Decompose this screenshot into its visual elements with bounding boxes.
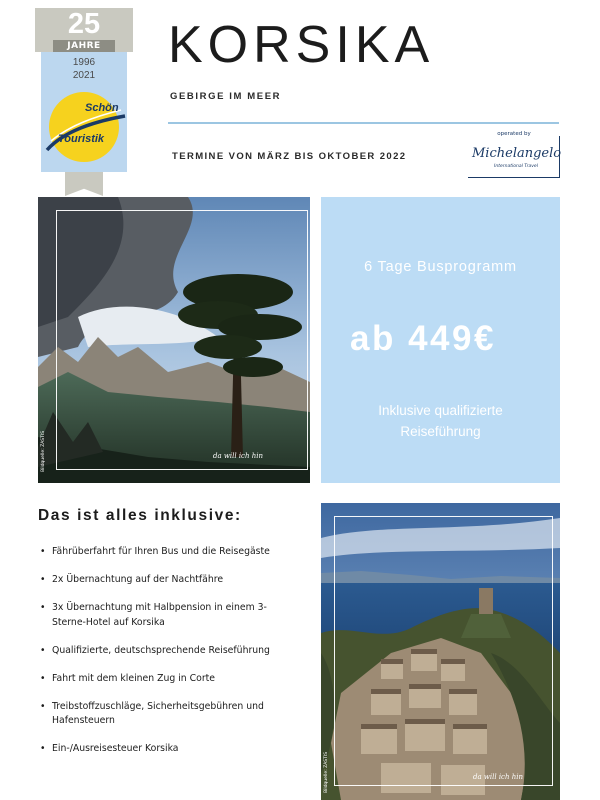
mountain-photo [38, 197, 310, 483]
price-panel [321, 197, 560, 483]
list-item: • Fahrt mit dem kleinen Zug in Corte [40, 672, 300, 687]
inclusions-heading: Das ist alles inklusive: [38, 507, 242, 524]
badge-label: JAHRE [67, 41, 101, 51]
logo-brand-bottom: Touristik [58, 133, 105, 145]
mountain-photo-caption: da will ich hin [213, 452, 263, 460]
operator-tagline: International Travel [494, 164, 538, 169]
inclusions-list [40, 545, 300, 770]
list-item: • 2x Übernachtung auf der Nachtfähre [40, 573, 300, 588]
company-logo [35, 8, 133, 188]
list-item: • Ein-/Ausreisesteuer Korsika [40, 742, 300, 757]
list-item: • Fährüberfahrt für Ihren Bus und die Reisegäste [40, 545, 300, 560]
village-photo-frame [334, 516, 553, 786]
mountain-photo-frame [56, 210, 308, 470]
page-title: KORSIKA [168, 16, 435, 74]
trip-price: ab 449€ [350, 319, 496, 358]
operator-prefix: operated by [497, 131, 531, 137]
operator-name: Michelangelo [472, 146, 562, 161]
anniversary-badge [35, 8, 133, 188]
badge-years-number: 25 [67, 8, 101, 40]
list-item: • 3x Übernachtung mit Halbpension in einem 3-Sterne-Hotel auf Korsika [40, 601, 300, 630]
badge-year-end: 2021 [72, 70, 96, 81]
mountain-photo-credit: Bildquelle: ZASTIS [41, 430, 46, 472]
badge-tail [65, 172, 103, 196]
logo-brand-top: Schön [85, 102, 119, 114]
village-photo-credit: Bildquelle: ZASTIS [324, 751, 329, 793]
trip-guide-note: Inklusive qualifizierte Reiseführung [378, 403, 503, 439]
page-subtitle: GEBIRGE IM MEER [170, 91, 282, 102]
badge-year-start: 1996 [72, 57, 96, 68]
village-photo [321, 503, 560, 800]
village-photo-caption: da will ich hin [473, 773, 523, 781]
list-item: • Qualifizierte, deutschsprechende Reiseführung [40, 644, 300, 659]
list-item: • Treibstoffzuschläge, Sicherheitsgebühren und Hafensteuern [40, 700, 300, 729]
operator-logo [468, 128, 560, 178]
header-divider [168, 122, 559, 124]
travel-dates: TERMINE VON MÄRZ BIS OKTOBER 2022 [172, 151, 407, 162]
trip-duration: 6 Tage Busprogramm [364, 259, 517, 275]
